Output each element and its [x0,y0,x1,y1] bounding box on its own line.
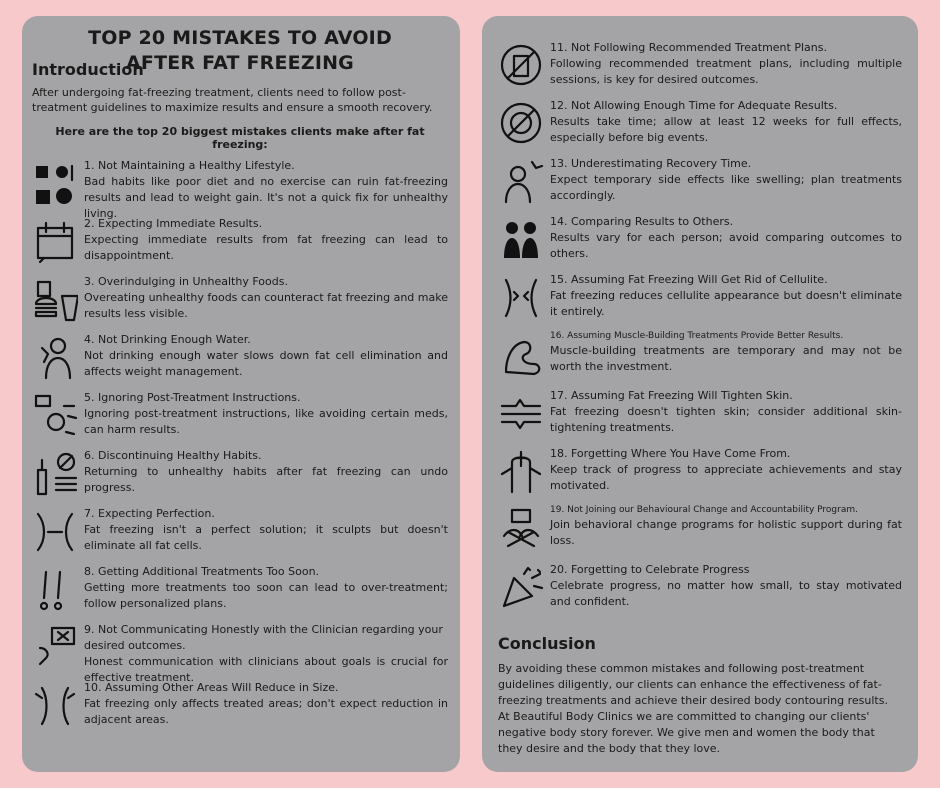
mistake-item-11 [498,40,902,98]
mistake-description: Celebrate progress, no matter how small, to stay motivated and confident. [550,579,902,608]
mistake-description: Fat freezing isn't a perfect solution; it sculpts but doesn't eliminate all fat cells. [84,523,448,552]
mistake-text [550,388,902,436]
mistake-heading: 9. Not Communicating Honestly with the Clinician regarding your desired outcomes. [84,623,443,652]
mistake-text [550,446,902,494]
mistake-description: Muscle-building treatments are temporary and may not be worth the investment. [550,344,902,373]
mistake-text [84,216,448,264]
mistake-text [550,214,902,262]
waist-icon [32,508,84,556]
drinking-water-icon [32,334,84,382]
mistake-heading: 16. Assuming Muscle-Building Treatments Provide Better Results. [550,331,844,341]
mistake-item-15 [498,272,902,330]
mistake-heading: 5. Ignoring Post-Treatment Instructions. [84,391,301,404]
mistake-heading: 15. Assuming Fat Freezing Will Get Rid of Cellulite. [550,273,828,286]
mistake-item-8 [32,564,448,622]
list-lead: Here are the top 20 biggest mistakes clients make after fat freezing: [55,125,425,151]
mistake-item-3 [32,274,448,332]
body-area-icon [32,682,84,730]
mistake-item-9 [32,622,448,684]
mistake-heading: 3. Overindulging in Unhealthy Foods. [84,275,288,288]
cellulite-icon [498,274,550,322]
party-popper-icon [498,564,550,612]
mistake-text [84,332,448,380]
mistake-description: Bad habits like poor diet and no exercise can ruin fat-freezing results and lead to weight gain. It's not a quick fix for unhealthy living. [84,175,448,220]
mistake-text [550,40,902,88]
mistake-heading: 10. Assuming Other Areas Will Reduce in Size. [84,681,339,694]
mistake-text [84,622,448,686]
exclamation-icon [32,566,84,614]
mistake-description: Fat freezing reduces cellulite appearance but doesn't eliminate it entirely. [550,289,902,318]
mistake-description: Expecting immediate results from fat freezing can lead to disappointment. [84,233,448,262]
mistake-description: Overeating unhealthy foods can counteract fat freezing and make results less visible. [84,291,448,320]
no-time-icon [498,100,550,148]
mistake-text [84,564,448,612]
mistake-item-12 [498,98,902,156]
mistake-description: Results take time; allow at least 12 weeks for full effects, especially before big events. [550,115,902,144]
mistake-heading: 13. Underestimating Recovery Time. [550,157,752,170]
mistake-item-4 [32,332,448,390]
skin-tightening-icon [498,390,550,438]
mistake-description: Results vary for each person; avoid comparing outcomes to others. [550,231,902,260]
mistake-description: Getting more treatments too soon can lead to over-treatment; follow personalized plans. [84,581,448,610]
mistake-text [84,274,448,322]
intro-text: After undergoing fat-freezing treatment, clients need to follow post-treatment guidelines to maximize results and ensure a smooth recovery. [32,86,433,114]
right-panel [482,16,918,772]
mistake-item-17 [498,388,902,446]
mistake-description: Fat freezing only affects treated areas; don't expect reduction in adjacent areas. [84,697,448,726]
mistake-description: Expect temporary side effects like swelling; plan treatments accordingly. [550,173,902,202]
mistake-item-10 [32,680,448,738]
muscle-icon [498,332,550,380]
mistake-heading: 19. Not Joining our Behavioural Change and Accountability Program. [550,505,858,515]
mistake-item-13 [498,156,902,214]
fast-food-icon [32,276,84,324]
mistake-item-14 [498,214,902,272]
mistake-heading: 11. Not Following Recommended Treatment Plans. [550,41,827,54]
calendar-icon [32,218,84,266]
mistake-text [84,448,448,496]
mistake-item-20 [498,562,902,620]
recovery-icon [498,158,550,206]
mistake-item-19 [498,504,902,562]
mistake-text [84,390,448,438]
mistakes-list-right [498,40,902,620]
mistake-text [550,156,902,204]
mistake-text [550,272,902,320]
mistake-text [550,504,902,549]
mistake-text [550,330,902,375]
communication-icon [32,624,84,672]
left-panel [22,16,460,772]
conclusion-text: By avoiding these common mistakes and following post-treatment guidelines diligently, our clients can enhance the effectiveness of fat-freezing treatments and achieve their desired body contouring results. At Beautiful Body Clinics we are committed to changing our clients' negative body story forever. We give men and women the body that they desire and the body that they love. [498,662,888,755]
mistake-description: Following recommended treatment plans, including multiple sessions, is key for desired outcomes. [550,57,902,86]
mistake-heading: 14. Comparing Results to Others. [550,215,734,228]
mistake-heading: 18. Forgetting Where You Have Come From. [550,447,791,460]
mistake-description: Returning to unhealthy habits after fat freezing can undo progress. [84,465,448,494]
mistake-heading: 6. Discontinuing Healthy Habits. [84,449,262,462]
mistake-heading: 7. Expecting Perfection. [84,507,215,520]
torso-icon [498,448,550,496]
mistake-heading: 20. Forgetting to Celebrate Progress [550,563,750,576]
ignoring-instructions-icon [32,392,84,440]
mistakes-list-left [32,158,448,738]
mistake-heading: 8. Getting Additional Treatments Too Soon. [84,565,320,578]
mistake-heading: 4. Not Drinking Enough Water. [84,333,251,346]
support-hands-icon [498,506,550,554]
mistake-description: Fat freezing doesn't tighten skin; consider additional skin-tightening treatments. [550,405,902,434]
conclusion-heading: Conclusion [498,634,596,653]
mistake-description: Join behavioral change programs for holistic support during fat loss. [550,518,902,547]
comparing-people-icon [498,216,550,264]
mistake-item-1 [32,158,448,220]
mistake-description: Ignoring post-treatment instructions, like avoiding certain meds, can harm results. [84,407,448,436]
mistake-heading: 2. Expecting Immediate Results. [84,217,263,230]
mistake-item-6 [32,448,448,506]
mistake-item-16 [498,330,902,388]
mistake-text [84,680,448,728]
mistake-text [84,158,448,222]
intro-heading: Introduction [32,60,144,79]
mistake-heading: 12. Not Allowing Enough Time for Adequate Results. [550,99,838,112]
mistake-description: Not drinking enough water slows down fat cell elimination and affects weight management. [84,349,448,378]
mistake-description: Keep track of progress to appreciate achievements and stay motivated. [550,463,902,492]
mistake-text [550,98,902,146]
page-title: TOP 20 MISTAKES TO AVOID AFTER FAT FREEZING [88,27,392,74]
mistake-text [550,562,902,610]
mistake-item-5 [32,390,448,448]
no-treatment-plan-icon [498,42,550,90]
mistake-text [84,506,448,554]
mistake-heading: 1. Not Maintaining a Healthy Lifestyle. [84,159,295,172]
mistake-heading: 17. Assuming Fat Freezing Will Tighten Skin. [550,389,793,402]
healthy-lifestyle-icon [32,160,84,208]
mistake-item-18 [498,446,902,504]
unhealthy-habits-icon [32,450,84,498]
mistake-description: Honest communication with clinicians about goals is crucial for effective treatment. [84,655,448,684]
mistake-item-7 [32,506,448,564]
mistake-item-2 [32,216,448,274]
